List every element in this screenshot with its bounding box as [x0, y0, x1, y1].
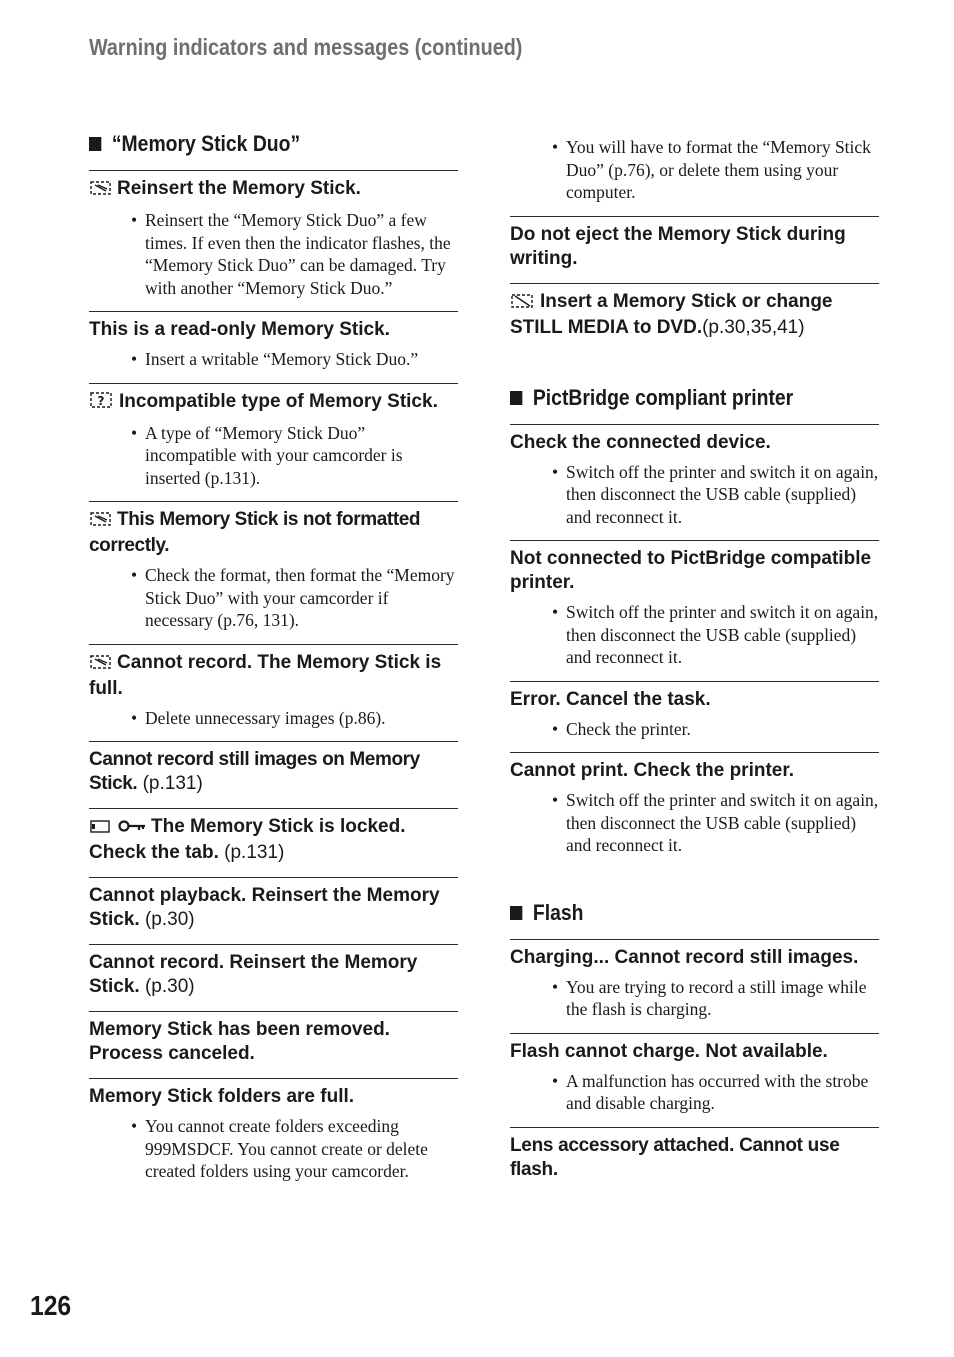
- memory-stick-locked-icon: [89, 817, 113, 841]
- message-entry: [89, 878, 458, 945]
- bullet-list: [89, 707, 458, 730]
- bullet-item: • Check the printer.: [566, 718, 879, 741]
- message-entry: [89, 742, 458, 809]
- message-entry: [510, 425, 879, 542]
- message-entry: [89, 945, 458, 1012]
- message-title: Memory Stick has been removed. Process canceled.: [89, 1019, 390, 1064]
- left-column: [89, 128, 458, 1195]
- svg-text:?: ?: [97, 393, 105, 408]
- message-entry: [89, 384, 458, 503]
- section-heading-flash: [510, 897, 835, 929]
- bullet-item: • Insert a writable “Memory Stick Duo.”: [145, 348, 458, 371]
- message-title: This Memory Stick is not formatted correctly.: [89, 509, 421, 556]
- bullet-list: [510, 718, 879, 741]
- continued-entry: [510, 136, 879, 217]
- page-reference: (p.131): [224, 842, 285, 863]
- memory-stick-warning-icon: [89, 179, 113, 203]
- bullet-list: [89, 564, 458, 632]
- message-entry: [510, 284, 879, 352]
- message-title: Reinsert the Memory Stick.: [89, 177, 458, 203]
- bullet-list: [510, 789, 879, 857]
- bullet-item: • Switch off the printer and switch it on again, then disconnect the USB cable (supplied) and reconnect it.: [566, 789, 879, 857]
- page-reference: (p.30): [144, 976, 195, 997]
- bullet-list: [510, 601, 879, 669]
- message-title: Memory Stick folders are full.: [89, 1086, 355, 1107]
- bullet-item: • You will have to format the “Memory Stick Duo” (p.76), or delete them using your computer.: [566, 136, 879, 204]
- message-title: Flash cannot charge. Not available.: [510, 1040, 828, 1062]
- message-entry: [89, 312, 458, 384]
- message-title: Do not eject the Memory Stick during writing.: [510, 223, 846, 269]
- message-entry: [510, 940, 879, 1034]
- message-title: Check the connected device.: [510, 431, 771, 453]
- bullet-list: [510, 1070, 879, 1115]
- bullet-item: • Reinsert the “Memory Stick Duo” a few times. If even then the indicator flashes, the “Memory Stick Duo” can be damaged. Try with another “Memory Stick Duo.”: [145, 209, 458, 299]
- message-entry: [89, 502, 458, 645]
- bullet-list: [89, 422, 458, 490]
- pictbridge-section: [510, 382, 879, 869]
- message-title: Cannot playback. Reinsert the Memory Stick. (p.30): [89, 885, 440, 930]
- message-title: Cannot print. Check the printer.: [510, 760, 794, 781]
- message-entry: [89, 171, 458, 312]
- bullet-item: • Check the format, then format the “Memory Stick Duo” with your camcorder if necessary (p.76, 131).: [145, 564, 458, 632]
- bullet-list: [510, 461, 879, 529]
- section-square-icon: [89, 137, 101, 151]
- section-square-icon: [510, 391, 522, 405]
- message-entry: [89, 809, 458, 878]
- bullet-list: [510, 976, 879, 1021]
- message-entry: [510, 1034, 879, 1128]
- page-reference: (p.30,35,41): [702, 316, 805, 338]
- bullet-list: [89, 1115, 458, 1183]
- message-title: Charging... Cannot record still images.: [510, 946, 859, 968]
- page-number: 126: [30, 1290, 72, 1321]
- section-title: PictBridge compliant printer: [532, 384, 794, 410]
- section-title: “Memory Stick Duo”: [111, 131, 301, 156]
- message-title: Cannot record. Reinsert the Memory Stick. (p.30): [89, 952, 418, 997]
- memory-stick-question-icon: [89, 391, 115, 416]
- bullet-list: [89, 348, 458, 371]
- bullet-list: [89, 209, 458, 299]
- flash-section: [510, 897, 879, 1194]
- section-heading-pictbridge: [510, 382, 835, 414]
- message-entry: [510, 217, 879, 284]
- message-title: Insert a Memory Stick or change STILL MEDIA to DVD.(p.30,35,41): [510, 290, 833, 338]
- message-title: Lens accessory attached. Cannot use flash.: [510, 1134, 840, 1180]
- page-reference: (p.30): [144, 909, 195, 930]
- message-entry: [510, 753, 879, 869]
- bullet-item: • A type of “Memory Stick Duo” incompatible with your camcorder is inserted (p.131).: [145, 422, 458, 490]
- section-heading-memory-stick: [89, 128, 414, 160]
- message-entry: [89, 645, 458, 743]
- message-title: This is a read-only Memory Stick.: [89, 319, 390, 340]
- page-reference: (p.131): [142, 773, 203, 794]
- message-title: ? Incompatible type of Memory Stick.: [89, 390, 458, 416]
- message-title: The Memory Stick is locked. Check the tab. (p.131): [89, 816, 406, 863]
- bullet-item: • You are trying to record a still image while the flash is charging.: [566, 976, 879, 1021]
- message-entry: [510, 682, 879, 754]
- memory-stick-warning-icon: [89, 653, 113, 677]
- message-entry: [510, 1128, 879, 1194]
- message-title: Error. Cancel the task.: [510, 688, 711, 710]
- bullet-item: • Switch off the printer and switch it on again, then disconnect the USB cable (supplied) and reconnect it.: [566, 601, 879, 669]
- message-entry: [510, 541, 879, 682]
- bullet-item: • A malfunction has occurred with the strobe and disable charging.: [566, 1070, 879, 1115]
- section-square-icon: [510, 906, 522, 920]
- bullet-item: • You cannot create folders exceeding 999MSDCF. You cannot create or delete created folders using your camcorder.: [145, 1115, 458, 1183]
- section-title: Flash: [532, 899, 584, 925]
- lock-key-icon: [117, 817, 147, 841]
- message-title: Cannot record still images on Memory Stick. (p.131): [89, 749, 420, 794]
- message-entry: [89, 1079, 458, 1195]
- bullet-list: [510, 136, 879, 204]
- bullet-item: • Delete unnecessary images (p.86).: [145, 707, 458, 730]
- running-head: Warning indicators and messages (continued): [89, 34, 523, 60]
- message-entry: [89, 1012, 458, 1079]
- message-title: Not connected to PictBridge compatible printer.: [510, 548, 872, 593]
- right-column: [510, 132, 879, 1194]
- memory-stick-warning-icon: [89, 510, 113, 534]
- message-title: Cannot record. The Memory Stick is full.: [89, 651, 442, 699]
- memory-stick-insert-icon: [510, 292, 536, 316]
- bullet-item: • Switch off the printer and switch it on again, then disconnect the USB cable (supplied) and reconnect it.: [566, 461, 879, 529]
